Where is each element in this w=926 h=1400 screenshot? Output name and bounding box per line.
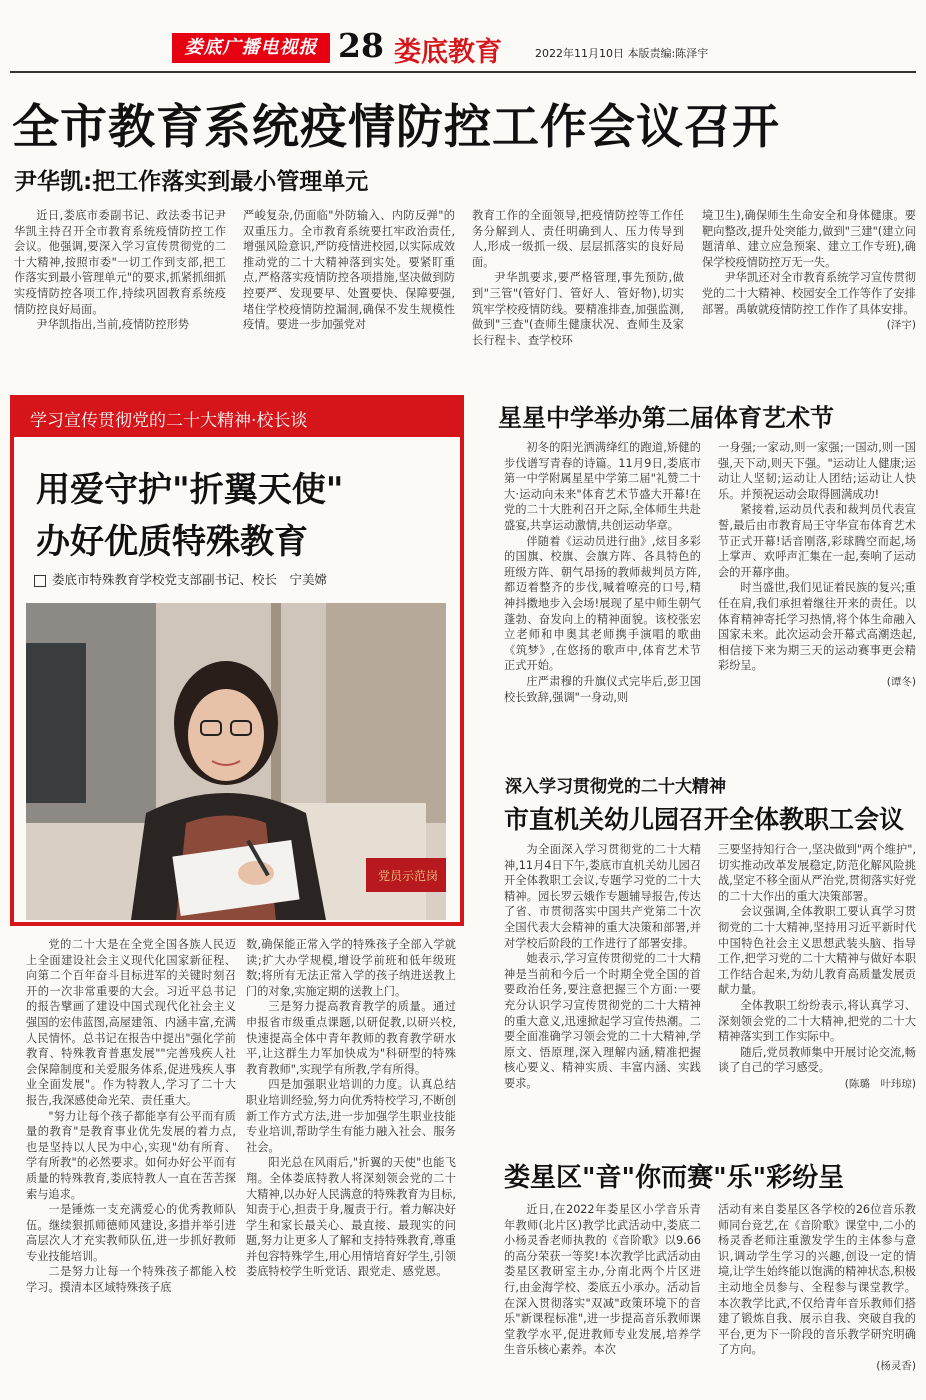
header-divider (10, 71, 916, 73)
section-title: 娄底教育 (394, 37, 502, 68)
article1-column-3 (472, 208, 684, 348)
article3-column-2 (718, 842, 916, 1093)
article2-column-2 (718, 440, 916, 691)
principal-byline (34, 570, 327, 588)
article1-column-1 (14, 208, 226, 333)
principal-kicker: 学习宣传贯彻党的二十大精神·校长谈 (30, 411, 308, 431)
paragraph: 为全面深入学习贯彻党的二十大精神,11月4日下午,娄底市直机关幼儿园召开全体教职工会议,专题学习党的二十大精神。园长罗云娥作专题辅导报告,传达了省、市贯彻落实中国共产党第二十次全国代表大会精神的重大决策和部署,并对学校后阶段的工作进行了部署安排。 (504, 843, 701, 950)
paragraph: 全体教职工纷纷表示,将认真学习、深刻领会党的二十大精神,把党的二十大精神落实到工作实际中。 (718, 998, 916, 1044)
main-headline: 全市教育系统疫情防控工作会议召开 (12, 100, 780, 155)
paragraph: 活动有来自娄星区各学校的26位音乐教师同台竞艺,在《音阶歌》课堂中,二小的杨灵香老师注重激发学生的主体参与意识,调动学生学习的兴趣,创设一定的情境,让学生始终能以饱满的精神状态,积极主动地全员参与、全程参与课堂教学。本次教学比武,不仅给青年音乐教师们搭建了锻炼自我、展示自我、突破自我的平台,更为下一阶段的音乐教学研究明确了方向。 (718, 1203, 916, 1357)
byline-text: 娄底市特殊教育学校党支部副书记、校长 宁美嫦 (52, 572, 328, 587)
plaque-text: 党员示范岗 (378, 869, 439, 883)
paragraph: 尹华凯还对全市教育系统学习宣传贯彻党的二十大精神、校园安全工作等作了安排部署。禹敏就疫情防控工作作了具体安排。 (702, 271, 916, 316)
byline-box-icon (34, 575, 46, 587)
paragraph: 一身强;一家动,则一家强;一国动,则一国强,天下动,则天下强。"运动让人健康;运动让人坚韧;运动让人团结;运动让人快乐。并预祝运动会取得圆满成功! (718, 441, 916, 501)
date-and-editor: 2022年11月10日 本版责编:陈泽宇 (535, 47, 709, 60)
paragraph: 二是努力让每一个特殊孩子都能入校学习。摸清本区域特殊孩子底 (26, 1265, 236, 1295)
article2-column-1 (504, 440, 701, 705)
author-signature: (泽宇) (886, 319, 916, 332)
paragraph: 初冬的阳光洒满绛红的跑道,矫健的步伐谱写青春的诗篇。11月9日,娄底市第一中学附属星星中学第二届"礼赞二十大·运动向未来"体育艺术节盛大开幕!在党的二十大胜利召开之际,全体师生共赴盛宴,共享运动激情,共创运动华章。 (504, 441, 701, 532)
author-signature: (杨灵香) (876, 1359, 916, 1372)
principal-headline-line2: 办好优质特殊教育 (36, 522, 308, 562)
article3-headline: 市直机关幼儿园召开全体教职工会议 (504, 805, 905, 834)
paragraph: 随后,党员教师集中开展讨论交流,畅谈了自己的学习感受。 (718, 1045, 916, 1075)
author-signature: (谭冬) (886, 675, 916, 688)
paragraph: 近日,在2022年娄星区小学音乐青年教师(北片区)教学比武活动中,娄底二小杨灵香老师执教的《音阶歌》以9.66的高分荣获一等奖!本次教学比武活动由娄星区教研室主办,分南北两个片区进行,由金海学校、娄底五小承办。活动旨在深入贯彻落实"双减"政策环境下的音乐"新课程标准",进一步提高音乐教师课堂教学水平,促进教师专业发展,培养学生音乐核心素养。本次 (504, 1203, 701, 1357)
paragraph: 尹华凯指出,当前,疫情防控形势 (36, 318, 189, 332)
paragraph: 境卫生),确保师生生命安全和身体健康。要靶向整改,提升处突能力,做到"三建"(建立问题清单、建立应急预案、建立工作专班),确保学校疫情防控万无一失。 (702, 209, 916, 269)
main-subheadline: 尹华凯:把工作落实到最小管理单元 (14, 169, 369, 195)
article3-column-1 (504, 842, 701, 1092)
article4-headline: 娄星区"音"你而赛"乐"彩纷呈 (504, 1163, 845, 1193)
masthead-label: 娄底广播电视报 (172, 33, 330, 63)
page-number: 28 (338, 26, 384, 65)
principal-column-2 (246, 937, 456, 1280)
paragraph: 党的二十大是在全党全国各族人民迈上全面建设社会主义现代化国家新征程、向第二个百年奋斗目标进军的关键时刻召开的一次非常重要的大会。习近平总书记的报告擘画了建设中国式现代化社会主义强国的宏伟蓝图,高屋建瓴、内涵丰富,充满人民情怀。总书记在报告中提出"强化学前教育、特殊教育普惠发展""完善残疾人社会保障制度和关爱服务体系,促进残疾人事业全面发展"。作为特教人,学习了二十大报告,我深感使命光荣、责任重大。 (26, 938, 236, 1107)
paragraph: 严峻复杂,仍面临"外防输入、内防反弹"的双重压力。全市教育系统要扛牢政治责任,增强风险意识,严防疫情进校园,以实际成效推动党的二十大精神落到实处。要紧盯重点,严格落实疫情防控各项措施,坚决做到防控要严、发现要早、处置要快、保障要强,堵住学校疫情防控漏洞,确保不发生规模性疫情。要进一步加强党对 (243, 209, 455, 332)
author-signature: (陈璐 叶玮琼) (844, 1077, 916, 1090)
article4-column-2 (718, 1202, 916, 1375)
paragraph: 会议强调,全体教职工要认真学习贯彻党的二十大精神,坚持用习近平新时代中国特色社会主义思想武装头脑、指导工作,把学习党的二十大精神与做好本职工作结合起来,为幼儿教育高质量发展贡献力量。 (718, 905, 916, 997)
paragraph: 紧接着,运动员代表和裁判员代表宣誓,最后由市教育局王守华宣布体育艺术节正式开幕!话音刚落,彩球腾空而起,场上掌声、欢呼声汇集在一起,奏响了运动会的开幕序曲。 (718, 503, 916, 579)
paragraph: 阳光总在风雨后,"折翼的天使"也能飞翔。全体娄底特教人将深刻领会党的二十大精神,以办好人民满意的特殊教育为目标,知责于心,担责于身,履责于行。着力解决好学生和家长最关心、最直接、最现实的问题,努力让更多人了解和支持特殊教育,尊重并包容特殊学生,用心用情培育好学生,引领娄底特校学生听党话、跟党走、感党恩。 (246, 1156, 456, 1279)
paragraph: 庄严肃穆的升旗仪式完毕后,彭卫国校长致辞,强调"一身动,则 (504, 674, 701, 704)
paragraph: 她表示,学习宣传贯彻党的二十大精神是当前和今后一个时期全党全国的首要政治任务,要注意把握三个方面:一要充分认识学习宣传贯彻党的二十大精神的重大意义,迅速掀起学习宣传热潮。二要全面准确学习领会党的二十大精神,学原文、悟原理,深入理解内涵,精准把握核心要义、精神实质、丰富内涵、实践要求。 (504, 952, 701, 1090)
paragraph: 伴随着《运动员进行曲》,炫目多彩的国旗、校旗、会旗方阵、各具特色的班级方阵、朝气昂扬的教师裁判员方阵,都迈着整齐的步伐,喊着嘹亮的口号,精神抖擞地步入会场!展现了星中师生朝气蓬勃、奋发向上的精神面貌。该校张宏立老师和申奥其老师携手演唱的歌曲《筑梦》,在悠扬的歌声中,体育艺术节正式开始。 (504, 534, 701, 673)
article1-column-2 (243, 208, 455, 333)
paragraph: 数,确保能正常入学的特殊孩子全部入学就读;扩大办学规模,增设学前班和低年级班数;将所有无法正常入学的孩子纳进送教上门的对象,实施定期的送教上门。 (246, 938, 456, 998)
paragraph: 三要坚持知行合一,坚决做到"两个维护",切实推动改革发展稳定,防范化解风险挑战,坚定不移全面从严治党,贯彻落实好党的二十大作出的重大决策部署。 (718, 843, 916, 903)
paragraph: 教育工作的全面领导,把疫情防控等工作任务分解到人、责任明确到人、压力传导到人,形成一级抓一级、层层抓落实的良好局面。 (472, 209, 684, 269)
article4-column-1 (504, 1202, 701, 1358)
principal-photo-illustration (26, 603, 446, 920)
principal-column-1 (26, 937, 236, 1296)
article3-kicker: 深入学习贯彻党的二十大精神 (505, 777, 726, 797)
paragraph: 近日,娄底市委副书记、政法委书记尹华凯主持召开全市教育系统疫情防控工作会议。他强调,要深入学习宣传贯彻党的二十大精神,按照市委"一切工作到支部,把工作落实到最小管理单元"的要求,抓紧抓细抓实疫情防控各项工作,持续巩固教育系统疫情防控良好局面。 (14, 209, 226, 316)
paragraph: 三是努力提高教育教学的质量。通过申报省市级重点课题,以研促教,以研兴校,快速提高全体中青年教师的教育教学研水平,让这群生力军加快成为"科研型的特殊教育教师",实现学有所教,学有所得。 (246, 1000, 456, 1076)
paragraph: 时当盛世,我们见证着民族的复兴;重任在肩,我们承担着继往开来的责任。以体育精神寄托学习热情,将个体生命融入国家未来。此次运动会开幕式高潮迭起,相信接下来为期三天的运动赛事更会精彩纷呈。 (718, 581, 916, 673)
article1-column-4 (702, 208, 916, 334)
principal-headline-line1: 用爱守护"折翼天使" (36, 470, 344, 510)
paragraph: "努力让每个孩子都能享有公平而有质量的教育"是教育事业优先发展的着力点,也是坚持以人民为中心,实现"幼有所育、学有所教"的必然要求。如何办好公平而有质量的特殊教育,娄底特教人一直在苦苦探索与追求。 (26, 1109, 236, 1201)
article2-headline: 星星中学举办第二届体育艺术节 (498, 404, 834, 432)
paragraph: 四是加强职业培训的力度。认真总结职业培训经验,努力向优秀特校学习,不断创新工作方式方法,进一步加强学生职业技能专业培训,帮助学生有能力融入社会、服务社会。 (246, 1078, 456, 1154)
paragraph: 一是锤炼一支充满爱心的优秀教师队伍。继续狠抓师德师风建设,多措并举引进高层次人才充实教师队伍,进一步抓好教师专业技能培训。 (26, 1203, 236, 1263)
principal-photo (26, 603, 446, 920)
paragraph: 尹华凯要求,要严格管理,事先预防,做到"三管"(管好门、管好人、管好物),切实筑牢学校疫情防线。要精准排查,加强监测,做到"三查"(查师生健康状况、查师生及家长行程卡、查学校环 (472, 271, 684, 347)
